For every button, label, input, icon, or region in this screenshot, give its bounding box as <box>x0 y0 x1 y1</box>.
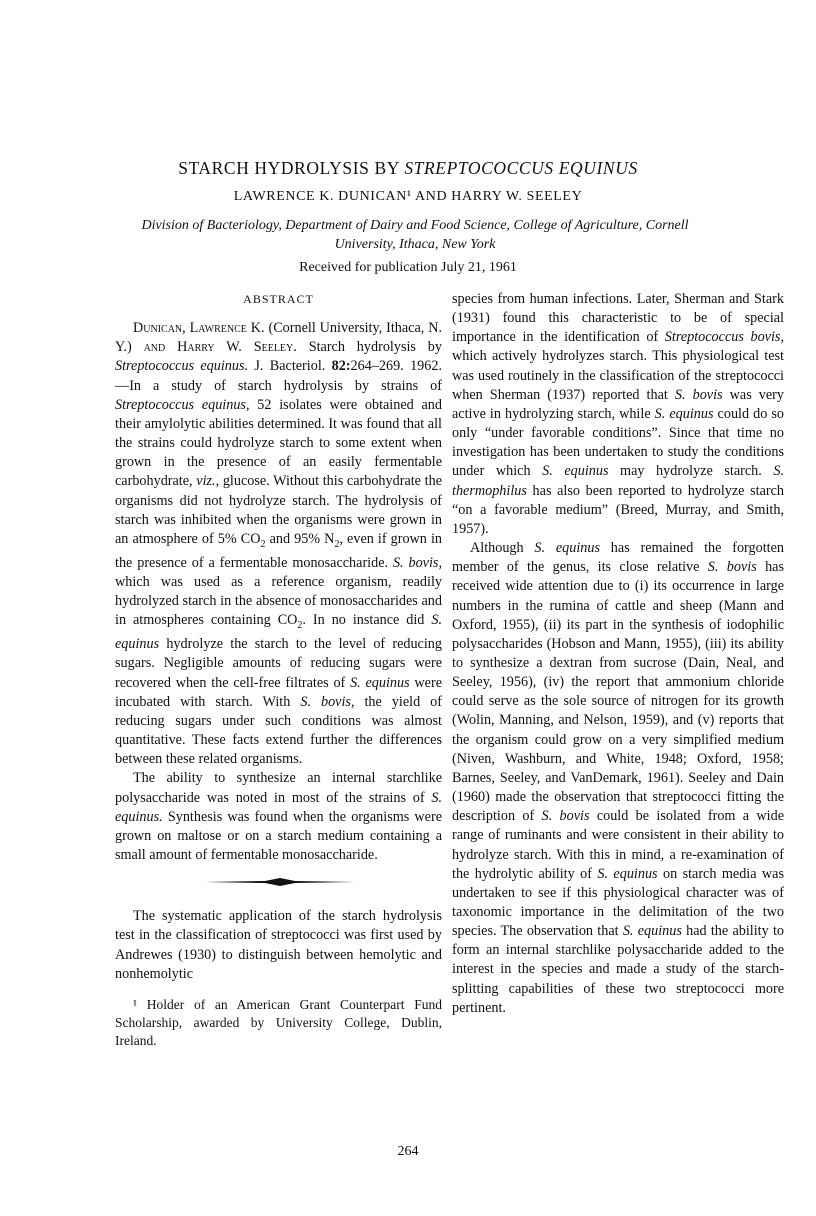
abstract-paragraph-2: The ability to synthesize an internal starchlike polysaccharide was noted in most of the strains of S. equinus. Synthesis was found when the organisms were grown on maltose or on a starch medium containing a small amount of fermentable monosaccharide. <box>115 770 442 864</box>
authors: LAWRENCE K. DUNICAN¹ AND HARRY W. SEELEY <box>233 189 583 204</box>
abstract-heading: ABSTRACT <box>243 292 314 306</box>
body-paragraph-1: species from human infections. Later, Sherman and Stark (1931) found this characteristic to be of special importance in the identification of Streptococcus bovis, which actively hydrolyzes starch. This physiological test was used routinely in the classification of the streptococci when Sherman (1937) reported that S. bovis was very active in hydrolyzing starch, while S. equinus could do so only “under favorable conditions”. Since that time no investigation has been undertaken to study the conditions under which S. equinus may hydrolyze starch. S. thermophilus has also been reported to hydrolyze starch “on a favorable medium” (Breed, Murray, and Smith, 1957). <box>452 291 784 537</box>
section-divider <box>115 877 442 891</box>
affiliation: Division of Bacteriology, Department of Dairy and Food Science, College of Agriculture, Cornell University, Ithaca, New York <box>141 218 689 252</box>
intro-paragraph-1: The systematic application of the starch hydrolysis test in the classification of streptococci was first used by Andrewes (1930) to distinguish between hemolytic and nonhemolytic <box>115 908 442 982</box>
article-title: STARCH HYDROLYSIS BY STREPTOCOCCUS EQUINUS <box>178 158 638 178</box>
right-column <box>452 290 784 1018</box>
body-paragraph-2: Although S. equinus has remained the forgotten member of the genus, its close relative S. bovis has received wide attention due to (i) its occurrence in large numbers in the rumina of cattle and sheep (Mann and Oxford, 1955), (ii) its part in the synthesis of iodophilic polysaccharides (Hobson and Mann, 1955), (iii) its ability to synthesize a dextran from sucrose (Dain, Neal, and Seeley, 1956), (iv) the report that ammonium chloride could serve as the sole source of nitrogen for its growth (Wolin, Manning, and Nelson, 1959), and (v) reports that the organism could grow on a very simplified medium (Niven, Washburn, and White, 1948; Oxford, 1958; Barnes, Seeley, and VanDemark, 1961). Seeley and Dain (1960) made the observation that streptococci fitting the description of S. bovis could be isolated from a wide range of ruminants and were consistent in their ability to hydrolyze starch. With this in mind, a re-examination of the hydrolytic ability of S. equinus on starch media was undertaken to see if this physiological character was of taxonomic importance in the delimitation of the two species. The observation that S. equinus had the ability to form an internal starchlike polysaccharide added to the interest in the species and made a study of the starch-splitting capabilities of these two streptococci more pertinent. <box>452 540 785 1016</box>
page-number: 264 <box>397 1144 419 1159</box>
footnote-text: ¹ Holder of an American Grant Counterpart Fund Scholarship, awarded by University College, Dublin, Ireland. <box>115 996 442 1048</box>
received-date: Received for publication July 21, 1961 <box>299 260 517 275</box>
footnote <box>115 996 442 1050</box>
abstract-paragraph-1: Dunican, Lawrence K. (Cornell University, Ithaca, N. Y.) and Harry W. Seeley. Starch hydrolysis by Streptococcus equinus. J. Bacteriol. 82:264–269. 1962.—In a study of starch hydrolysis by strains of Streptococcus equinus, 52 isolates were obtained and their amylolytic abilities determined. It was found that all the strains could hydrolyze starch to some extent when grown in the presence of an easily fermentable carbohydrate, viz., glucose. Without this carbohydrate the organisms did not hydrolyze starch. The hydrolysis of starch was inhibited when the organisms were grown in an atmosphere of 5% $CO_2$ and 95% $N_2$, even if grown in the presence of a fermentable monosaccharide. S. bovis, which was used as a reference organism, readily hydrolyzed starch in the absence of monosaccharides and in atmospheres containing $CO_2$. In no instance did S. equinus hydrolyze the starch to the level of reducing sugars. Negligible amounts of reducing sugars were recovered when the cell-free filtrates of S. equinus were incubated with starch. With S. bovis, the yield of reducing sugars under such conditions was almost quantitative. These facts extend further the differences between these related organisms. <box>115 320 442 768</box>
left-column <box>115 290 442 1050</box>
